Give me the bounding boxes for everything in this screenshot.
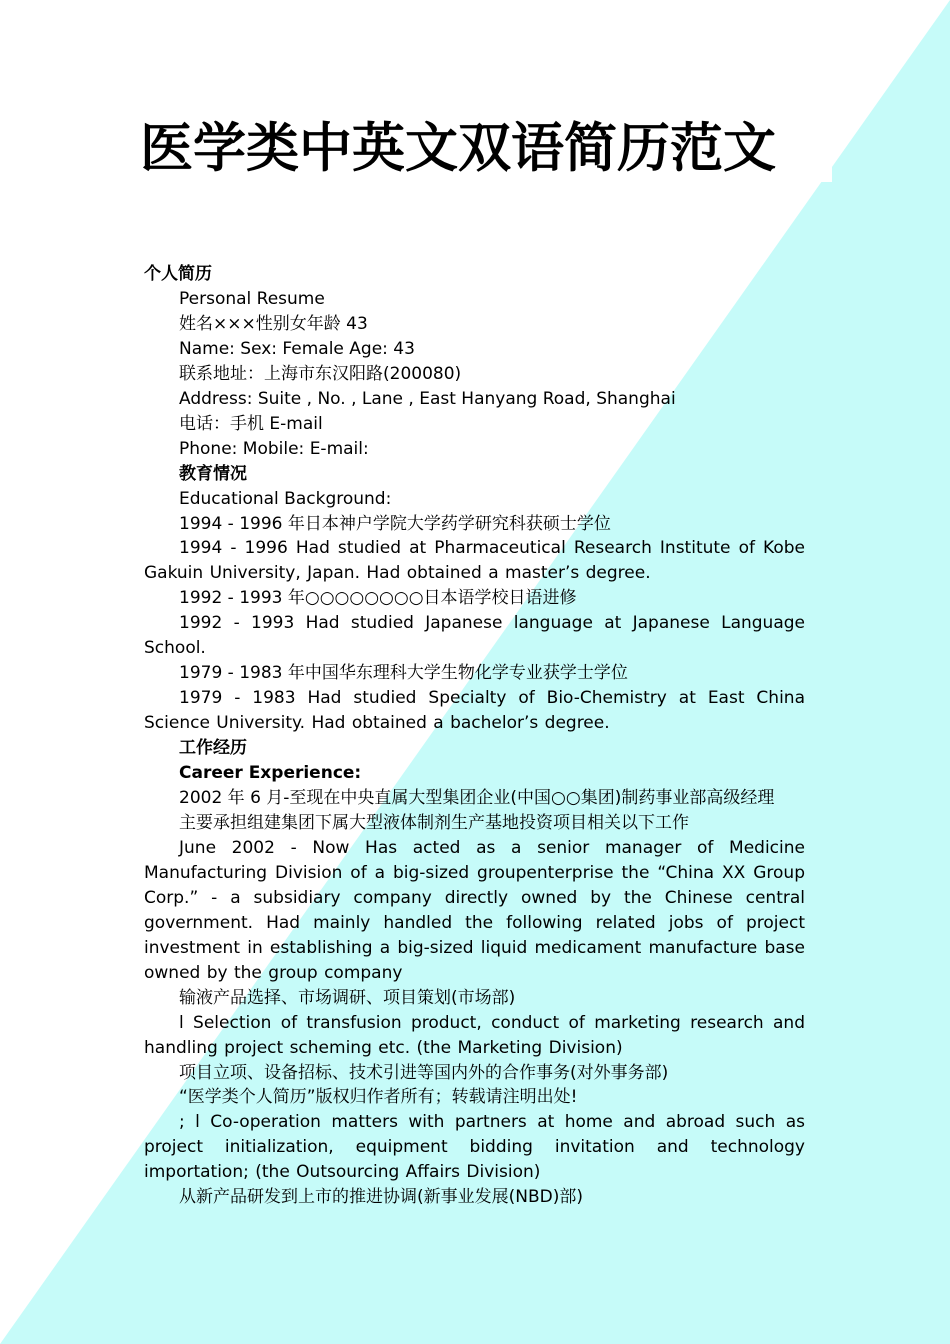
resume-content — [144, 262, 805, 1210]
duty-1-cn: 输液产品选择、市场调研、项目策划(市场部) — [179, 987, 516, 1008]
address-line-cn: 联系地址：上海市东汉阳路(200080) — [179, 363, 462, 384]
education-entry-1-cn: 1994 - 1996 年日本神户学院大学药学研究科获硕士学位 — [179, 513, 611, 534]
career-heading-en: Career Experience: — [179, 763, 362, 784]
job-title-cn: 2002 年 6 月-至现在中央直属大型集团企业(中国○○集团)制药事业部高级经理 — [179, 788, 775, 809]
copyright-notice: “医学类个人简历”版权归作者所有；转载请注明出处! — [179, 1087, 578, 1108]
job-description-en: June 2002 - Now Has acted as a senior manager of Medicine Manufacturing Division of a big-sized groupenterprise the “China XX Group Corp.” - a subsidiary company directly owned by the Chinese central government. Had mainly handled the following related jobs of project investment in establishing a big-sized liquid medicament manufacture base owned by the group company — [144, 837, 805, 983]
duty-2-en: ; l Co-operation matters with partners at home and abroad such as project initialization, equipment bidding invitation and technology importation; (the Outsourcing Affairs Division) — [144, 1112, 805, 1183]
education-entry-3-cn: 1979 - 1983 年中国华东理科大学生物化学专业获学士学位 — [179, 663, 628, 684]
job-duty-cn: 主要承担组建集团下属大型液体制剂生产基地投资项目相关以下工作 — [179, 812, 689, 833]
name-line-cn: 姓名×××性别女年龄 43 — [179, 313, 368, 334]
phone-line-cn: 电话：手机 E-mail — [179, 413, 323, 434]
duty-3-cn: 从新产品研发到上市的推进协调(新事业发展(NBD)部) — [179, 1187, 583, 1208]
name-line-en: Name: Sex: Female Age: 43 — [179, 338, 415, 359]
heading-education: 教育情况 — [179, 463, 247, 484]
phone-line-en: Phone: Mobile: E-mail: — [179, 438, 369, 459]
duty-2-cn: 项目立项、设备招标、技术引进等国内外的合作事务(对外事务部) — [179, 1062, 669, 1083]
heading-work-experience: 工作经历 — [179, 738, 247, 759]
page-title: 医学类中英文双语简历范文 — [140, 116, 832, 182]
education-entry-3-en: 1979 - 1983 Had studied Specialty of Bio-Chemistry at East China Science University. Had obtained a bachelor’s degree. — [144, 688, 805, 734]
personal-resume-en: Personal Resume — [179, 288, 325, 309]
education-entry-2-cn: 1992 - 1993 年○○○○○○○○日本语学校日语进修 — [179, 588, 577, 609]
education-heading-en: Educational Background: — [179, 488, 392, 509]
education-entry-2-en: 1992 - 1993 Had studied Japanese language at Japanese Language School. — [144, 613, 805, 659]
education-entry-1-en: 1994 - 1996 Had studied at Pharmaceutical Research Institute of Kobe Gakuin University, Japan. Had obtained a master’s degree. — [144, 538, 805, 584]
address-line-en: Address: Suite , No. , Lane , East Hanyang Road, Shanghai — [179, 388, 676, 409]
duty-1-en: l Selection of transfusion product, conduct of marketing research and handling project scheming etc. (the Marketing Division) — [144, 1012, 805, 1058]
heading-personal-resume: 个人简历 — [144, 264, 212, 284]
